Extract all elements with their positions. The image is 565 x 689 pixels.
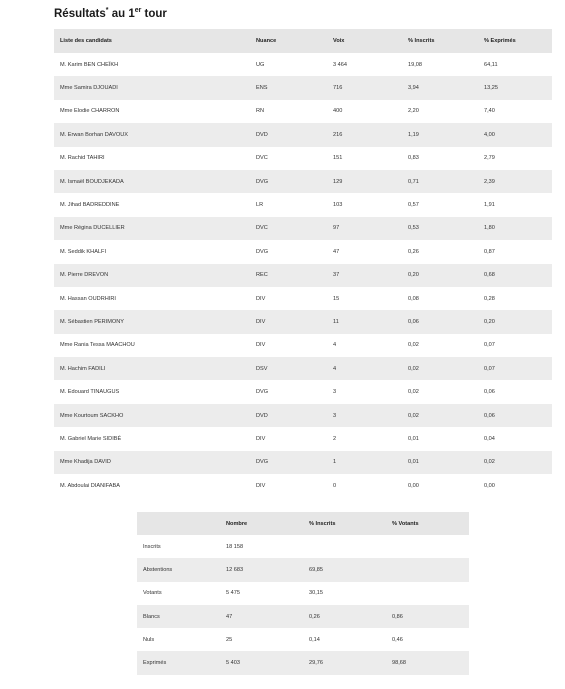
candidate-name: Mme Khadija DAVID bbox=[54, 451, 250, 474]
candidate-pct-exprimes: 1,80 bbox=[478, 217, 552, 240]
candidate-pct-exprimes: 2,79 bbox=[484, 155, 495, 162]
candidate-nuance: DVG bbox=[250, 170, 327, 193]
summary-label: Nuls bbox=[143, 636, 155, 643]
candidate-pct-exprimes: 0,68 bbox=[478, 264, 552, 287]
candidate-row bbox=[54, 217, 552, 240]
summary-nombre: 18 158 bbox=[226, 543, 244, 550]
summary-pct-inscrits: 0,14 bbox=[309, 636, 320, 643]
header-pct-inscrits: % Inscrits bbox=[402, 29, 478, 53]
candidate-row bbox=[54, 334, 552, 357]
candidate-pct-inscrits: 19,08 bbox=[408, 61, 422, 68]
candidate-name: M. Gabriel Marie SIDIBÉ bbox=[60, 435, 122, 442]
candidate-name: M. Edouard TINAUGUS bbox=[60, 389, 120, 396]
summary-row bbox=[137, 558, 469, 581]
summary-pct-votants bbox=[386, 558, 469, 581]
candidate-name: M. Seddik KHALFI bbox=[60, 248, 107, 255]
candidate-votes: 3 bbox=[333, 389, 337, 396]
candidate-row bbox=[54, 53, 552, 76]
candidate-votes: 2 bbox=[333, 435, 337, 442]
candidate-votes: 15 bbox=[333, 295, 340, 302]
candidate-row bbox=[54, 193, 552, 216]
candidate-pct-inscrits: 0,57 bbox=[408, 202, 419, 209]
header-voix: Voix bbox=[327, 29, 402, 53]
summary-row bbox=[137, 628, 469, 651]
candidate-pct-inscrits: 0,08 bbox=[408, 295, 419, 302]
candidate-votes: 400 bbox=[333, 108, 343, 115]
candidate-pct-exprimes: 2,39 bbox=[478, 170, 552, 193]
candidate-name: Mme Samira DJOUADI bbox=[54, 76, 250, 99]
candidate-votes: 37 bbox=[327, 264, 402, 287]
candidate-row bbox=[54, 357, 552, 380]
candidate-nuance: DVG bbox=[250, 451, 327, 474]
candidates-results-table bbox=[54, 29, 552, 497]
summary-row bbox=[137, 535, 469, 558]
candidate-nuance: DVG bbox=[256, 389, 269, 396]
candidate-pct-exprimes: 0,28 bbox=[484, 295, 495, 302]
candidate-name: M. Abdoulai DIANIFABA bbox=[60, 482, 121, 489]
summary-pct-inscrits: 30,15 bbox=[309, 590, 323, 597]
header-summary-pct-inscrits: % Inscrits bbox=[303, 512, 386, 535]
summary-pct-inscrits: 29,76 bbox=[303, 651, 386, 674]
summary-pct-inscrits: 69,85 bbox=[303, 558, 386, 581]
summary-nombre: 47 bbox=[220, 605, 303, 628]
candidate-nuance: DVC bbox=[250, 217, 327, 240]
candidate-nuance: DIV bbox=[256, 295, 266, 302]
candidate-votes: 1 bbox=[327, 451, 402, 474]
candidate-name: Mme Kourtoum SACKHO bbox=[54, 404, 250, 427]
candidate-name: M. Rachid TAHIRI bbox=[60, 155, 105, 162]
summary-row bbox=[137, 605, 469, 628]
candidate-pct-inscrits: 0,02 bbox=[408, 342, 419, 349]
candidate-votes: 11 bbox=[327, 310, 402, 333]
summary-nombre: 5 475 bbox=[226, 590, 240, 597]
candidate-nuance: DIV bbox=[256, 342, 266, 349]
candidate-nuance: ENS bbox=[250, 76, 327, 99]
candidate-pct-exprimes: 0,07 bbox=[478, 357, 552, 380]
candidate-pct-inscrits: 0,01 bbox=[402, 451, 478, 474]
candidate-pct-inscrits: 0,71 bbox=[402, 170, 478, 193]
participation-summary-table bbox=[137, 512, 469, 675]
candidate-pct-exprimes: 0,02 bbox=[478, 451, 552, 474]
header-summary-label bbox=[137, 512, 220, 535]
candidate-row bbox=[54, 76, 552, 99]
candidate-nuance: UG bbox=[256, 61, 265, 68]
candidate-row bbox=[54, 147, 552, 170]
candidate-row bbox=[54, 287, 552, 310]
summary-label: Inscrits bbox=[143, 543, 161, 550]
candidate-pct-inscrits: 0,20 bbox=[402, 264, 478, 287]
candidate-pct-inscrits: 0,02 bbox=[408, 389, 419, 396]
candidate-row bbox=[54, 451, 552, 474]
candidate-pct-inscrits: 0,02 bbox=[402, 404, 478, 427]
candidate-votes: 97 bbox=[327, 217, 402, 240]
candidate-pct-inscrits: 0,02 bbox=[402, 357, 478, 380]
summary-pct-inscrits: 0,26 bbox=[303, 605, 386, 628]
candidate-name: M. Hassan OUDRHIRI bbox=[60, 295, 116, 302]
candidate-name: M. Sébastien PERIMONY bbox=[54, 310, 250, 333]
candidate-pct-exprimes: 0,06 bbox=[484, 389, 495, 396]
candidate-votes: 4 bbox=[333, 342, 337, 349]
candidate-pct-exprimes: 64,11 bbox=[484, 61, 498, 68]
header-nombre: Nombre bbox=[220, 512, 303, 535]
candidate-name: Mme Rania Tessa MAACHOU bbox=[60, 342, 135, 349]
candidate-pct-exprimes: 13,25 bbox=[478, 76, 552, 99]
page-title: Résultats* au 1er tour bbox=[54, 7, 167, 20]
summary-pct-votants: 98,68 bbox=[386, 651, 469, 674]
candidate-pct-inscrits: 0,83 bbox=[408, 155, 419, 162]
candidate-name: M. Hachim FADILI bbox=[54, 357, 250, 380]
summary-pct-inscrits bbox=[303, 535, 386, 558]
candidate-votes: 151 bbox=[333, 155, 343, 162]
candidate-nuance: DVC bbox=[256, 155, 268, 162]
candidate-votes: 3 464 bbox=[333, 61, 347, 68]
candidate-nuance: RN bbox=[256, 108, 265, 115]
summary-label: Blancs bbox=[137, 605, 220, 628]
candidate-name: Mme Elodie CHARRON bbox=[60, 108, 120, 115]
candidate-pct-exprimes: 0,06 bbox=[478, 404, 552, 427]
candidate-pct-exprimes: 0,04 bbox=[484, 435, 495, 442]
candidate-nuance: DIV bbox=[256, 435, 266, 442]
candidate-votes: 47 bbox=[333, 248, 340, 255]
candidate-row bbox=[54, 123, 552, 146]
candidate-row bbox=[54, 100, 552, 123]
candidate-name: Mme Régina DUCELLIER bbox=[54, 217, 250, 240]
candidate-votes: 129 bbox=[327, 170, 402, 193]
candidate-pct-inscrits: 0,01 bbox=[408, 435, 419, 442]
summary-nombre: 25 bbox=[226, 636, 233, 643]
candidate-votes: 103 bbox=[333, 202, 343, 209]
candidate-nuance: DVD bbox=[250, 404, 327, 427]
candidate-row bbox=[54, 427, 552, 450]
candidate-name: M. Ismaël BOUDJEKADA bbox=[54, 170, 250, 193]
candidate-row bbox=[54, 264, 552, 287]
summary-label: Votants bbox=[143, 590, 162, 597]
candidate-pct-exprimes: 0,87 bbox=[484, 248, 495, 255]
candidate-nuance: DSV bbox=[250, 357, 327, 380]
candidate-pct-inscrits: 1,19 bbox=[402, 123, 478, 146]
candidate-pct-exprimes: 7,40 bbox=[484, 108, 495, 115]
summary-nombre: 5 403 bbox=[220, 651, 303, 674]
candidate-pct-inscrits: 0,53 bbox=[402, 217, 478, 240]
candidate-row bbox=[54, 404, 552, 427]
candidate-pct-exprimes: 4,00 bbox=[478, 123, 552, 146]
candidate-pct-exprimes: 0,20 bbox=[478, 310, 552, 333]
candidate-pct-inscrits: 2,20 bbox=[408, 108, 419, 115]
candidate-row bbox=[54, 474, 552, 497]
summary-nombre: 12 683 bbox=[220, 558, 303, 581]
candidate-name: M. Karim BEN CHEÏKH bbox=[60, 61, 119, 68]
candidate-nuance: DVD bbox=[250, 123, 327, 146]
candidate-row bbox=[54, 310, 552, 333]
summary-pct-votants: 0,86 bbox=[386, 605, 469, 628]
candidate-name: M. Erwan Borhan DAVOUX bbox=[54, 123, 250, 146]
candidate-nuance: DIV bbox=[256, 482, 266, 489]
candidate-name: M. Pierre DREVON bbox=[54, 264, 250, 287]
header-pct-exprimes: % Exprimés bbox=[478, 29, 552, 53]
summary-pct-votants bbox=[386, 535, 469, 558]
candidate-nuance: DVG bbox=[256, 248, 269, 255]
candidate-name: M. Jihad BADREDDINE bbox=[60, 202, 120, 209]
summary-label: Abstentions bbox=[137, 558, 220, 581]
summary-pct-votants bbox=[386, 582, 469, 605]
candidate-votes: 4 bbox=[327, 357, 402, 380]
summary-pct-votants: 0,46 bbox=[392, 636, 403, 643]
candidate-pct-inscrits: 0,26 bbox=[408, 248, 419, 255]
candidate-pct-inscrits: 3,94 bbox=[402, 76, 478, 99]
candidates-header-row bbox=[54, 29, 552, 53]
candidate-votes: 716 bbox=[327, 76, 402, 99]
header-nuance: Nuance bbox=[250, 29, 327, 53]
candidate-pct-exprimes: 0,07 bbox=[484, 342, 495, 349]
summary-header-row bbox=[137, 512, 469, 535]
candidate-pct-inscrits: 0,00 bbox=[408, 482, 419, 489]
candidate-nuance: DIV bbox=[250, 310, 327, 333]
candidate-row bbox=[54, 380, 552, 403]
candidate-votes: 3 bbox=[327, 404, 402, 427]
summary-row bbox=[137, 582, 469, 605]
candidate-nuance: REC bbox=[250, 264, 327, 287]
candidate-pct-exprimes: 0,00 bbox=[484, 482, 495, 489]
candidate-row bbox=[54, 170, 552, 193]
summary-row bbox=[137, 651, 469, 674]
header-pct-votants: % Votants bbox=[386, 512, 469, 535]
candidate-nuance: LR bbox=[256, 202, 264, 209]
candidate-pct-inscrits: 0,06 bbox=[402, 310, 478, 333]
candidate-pct-exprimes: 1,91 bbox=[484, 202, 495, 209]
candidate-row bbox=[54, 240, 552, 263]
candidate-votes: 216 bbox=[327, 123, 402, 146]
summary-label: Exprimés bbox=[137, 651, 220, 674]
header-candidate-list: Liste des candidats bbox=[54, 29, 250, 53]
candidate-votes: 0 bbox=[333, 482, 337, 489]
